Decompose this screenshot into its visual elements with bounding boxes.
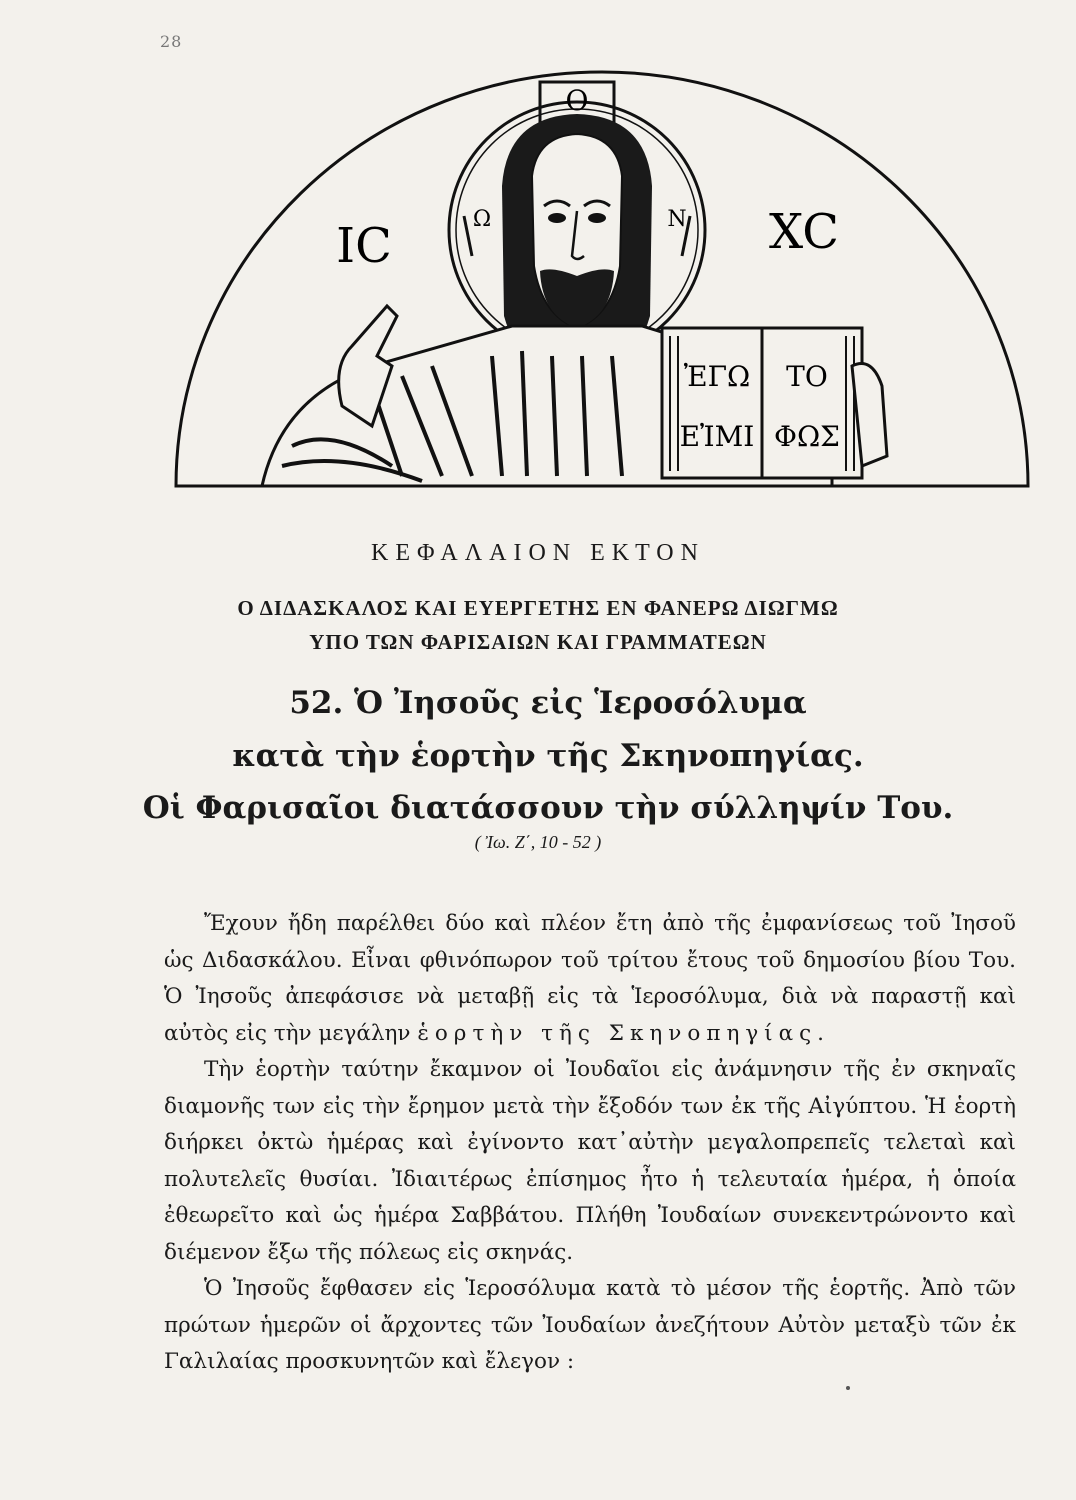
body-text xyxy=(164,906,1016,1381)
halo-letter-n: Ν xyxy=(667,207,687,232)
section-heading-line2: κατὰ τὴν ἑορτὴν τῆς Σκηνοπηγίας. xyxy=(232,738,864,774)
book-word-eimi: ΕἸΜΙ xyxy=(679,420,755,453)
scripture-reference: ( Ἰω. Ζ΄, 10 - 52 ) xyxy=(474,832,602,852)
page-number: 28 xyxy=(160,32,183,51)
chapter-title-line1: Ο ΔΙΔΑΣΚΑΛΟΣ ΚΑΙ ΕΥΕΡΓΕΤΗΣ ΕΝ ΦΑΝΕΡΩ ΔΙΩΓΜΩ xyxy=(237,596,839,620)
paragraph-3: Ὁ Ἰησοῦς ἔφθασεν εἰς Ἱεροσόλυμα κατὰ τὸ μέσον τῆς ἑορτῆς. Ἀπὸ τῶν πρώτων ἡμερῶν οἱ ἄρχοντες τῶν Ἰουδαίων ἀνεζήτουν Αὐτὸν μεταξὺ τῶν ἐκ Γαλιλαίας προσκυνητῶν καὶ ἔλεγον : xyxy=(164,1276,1016,1374)
left-eye xyxy=(548,213,566,223)
halo-letter-omega: Ω xyxy=(472,207,492,232)
right-eye xyxy=(588,213,606,223)
paragraph-2: Τὴν ἑορτὴν ταύτην ἔκαμνον οἱ Ἰουδαῖοι εἰς ἀνάμνησιν τῆς ἐν σκηναῖς διαμονῆς των εἰς τὴν ἔρημον μετὰ τὴν ἔξοδόν των ἐκ τῆς Αἰγύπτου. Ἡ ἑορτὴ διήρκει ὀκτὼ ἡμέρας καὶ ἐγίνοντο κατ᾽αὐτὴν μεγαλοπρεπεῖς τελεταὶ καὶ πολυτελεῖς θυσίαι. Ἰδιαιτέρως ἐπίσημος ἦτο ἡ τελευταία ἡμέρα, ἡ ὁποία ἐθεωρεῖτο καὶ ὡς ἡμέρα Σαββάτου. Πλήθη Ἰουδαίων συνεκεντρώνοντο καὶ διέμενον ἔξω τῆς πόλεως εἰς σκηνάς. xyxy=(164,1057,1016,1265)
paragraph-1-text: Ἔχουν ἤδη παρέλθει δύο καὶ πλέον ἔτη ἀπὸ τῆς ἐμφανίσεως τοῦ Ἰησοῦ ὡς Διδασκάλου. Εἶναι φθινόπωρον τοῦ τρίτου ἔτους τοῦ δημοσίου βίου Του. Ὁ Ἰησοῦς ἀπεφάσισε νὰ μεταβῇ εἰς τὰ Ἱεροσόλυμα, διὰ νὰ παραστῇ καὶ αὐτὸς εἰς τὴν μεγάλην xyxy=(164,911,1016,1046)
chapter-label: ΚΕΦΑΛΑΙΟΝ ΕΚΤΟΝ xyxy=(371,540,705,566)
pantocrator-illustration xyxy=(172,66,1032,492)
feast-name-emphasis: ἑορτὴν τῆς Σκηνοπηγίας. xyxy=(417,1020,830,1046)
monogram-xc: XC xyxy=(768,204,840,260)
section-heading-line1: 52. Ὁ Ἰησοῦς εἰς Ἱεροσόλυμα xyxy=(289,685,807,721)
pantocrator-svg xyxy=(172,66,1032,492)
print-speck xyxy=(846,1386,850,1390)
monogram-ic: IC xyxy=(336,218,392,274)
book-word-phos: ΦΩΣ xyxy=(774,420,840,453)
book-word-ego: ἘΓΩ xyxy=(683,360,751,393)
halo-letter-o: Ο xyxy=(565,84,589,117)
book-word-to: ΤΟ xyxy=(786,360,828,393)
section-heading-line3: Οἱ Φαρισαῖοι διατάσσουν τὴν σύλληψίν Του. xyxy=(142,790,954,826)
paragraph-1 xyxy=(164,906,1016,1052)
chapter-title-line2: ΥΠΟ ΤΩΝ ΦΑΡΙΣΑΙΩΝ ΚΑΙ ΓΡΑΜΜΑΤΕΩΝ xyxy=(309,630,767,654)
